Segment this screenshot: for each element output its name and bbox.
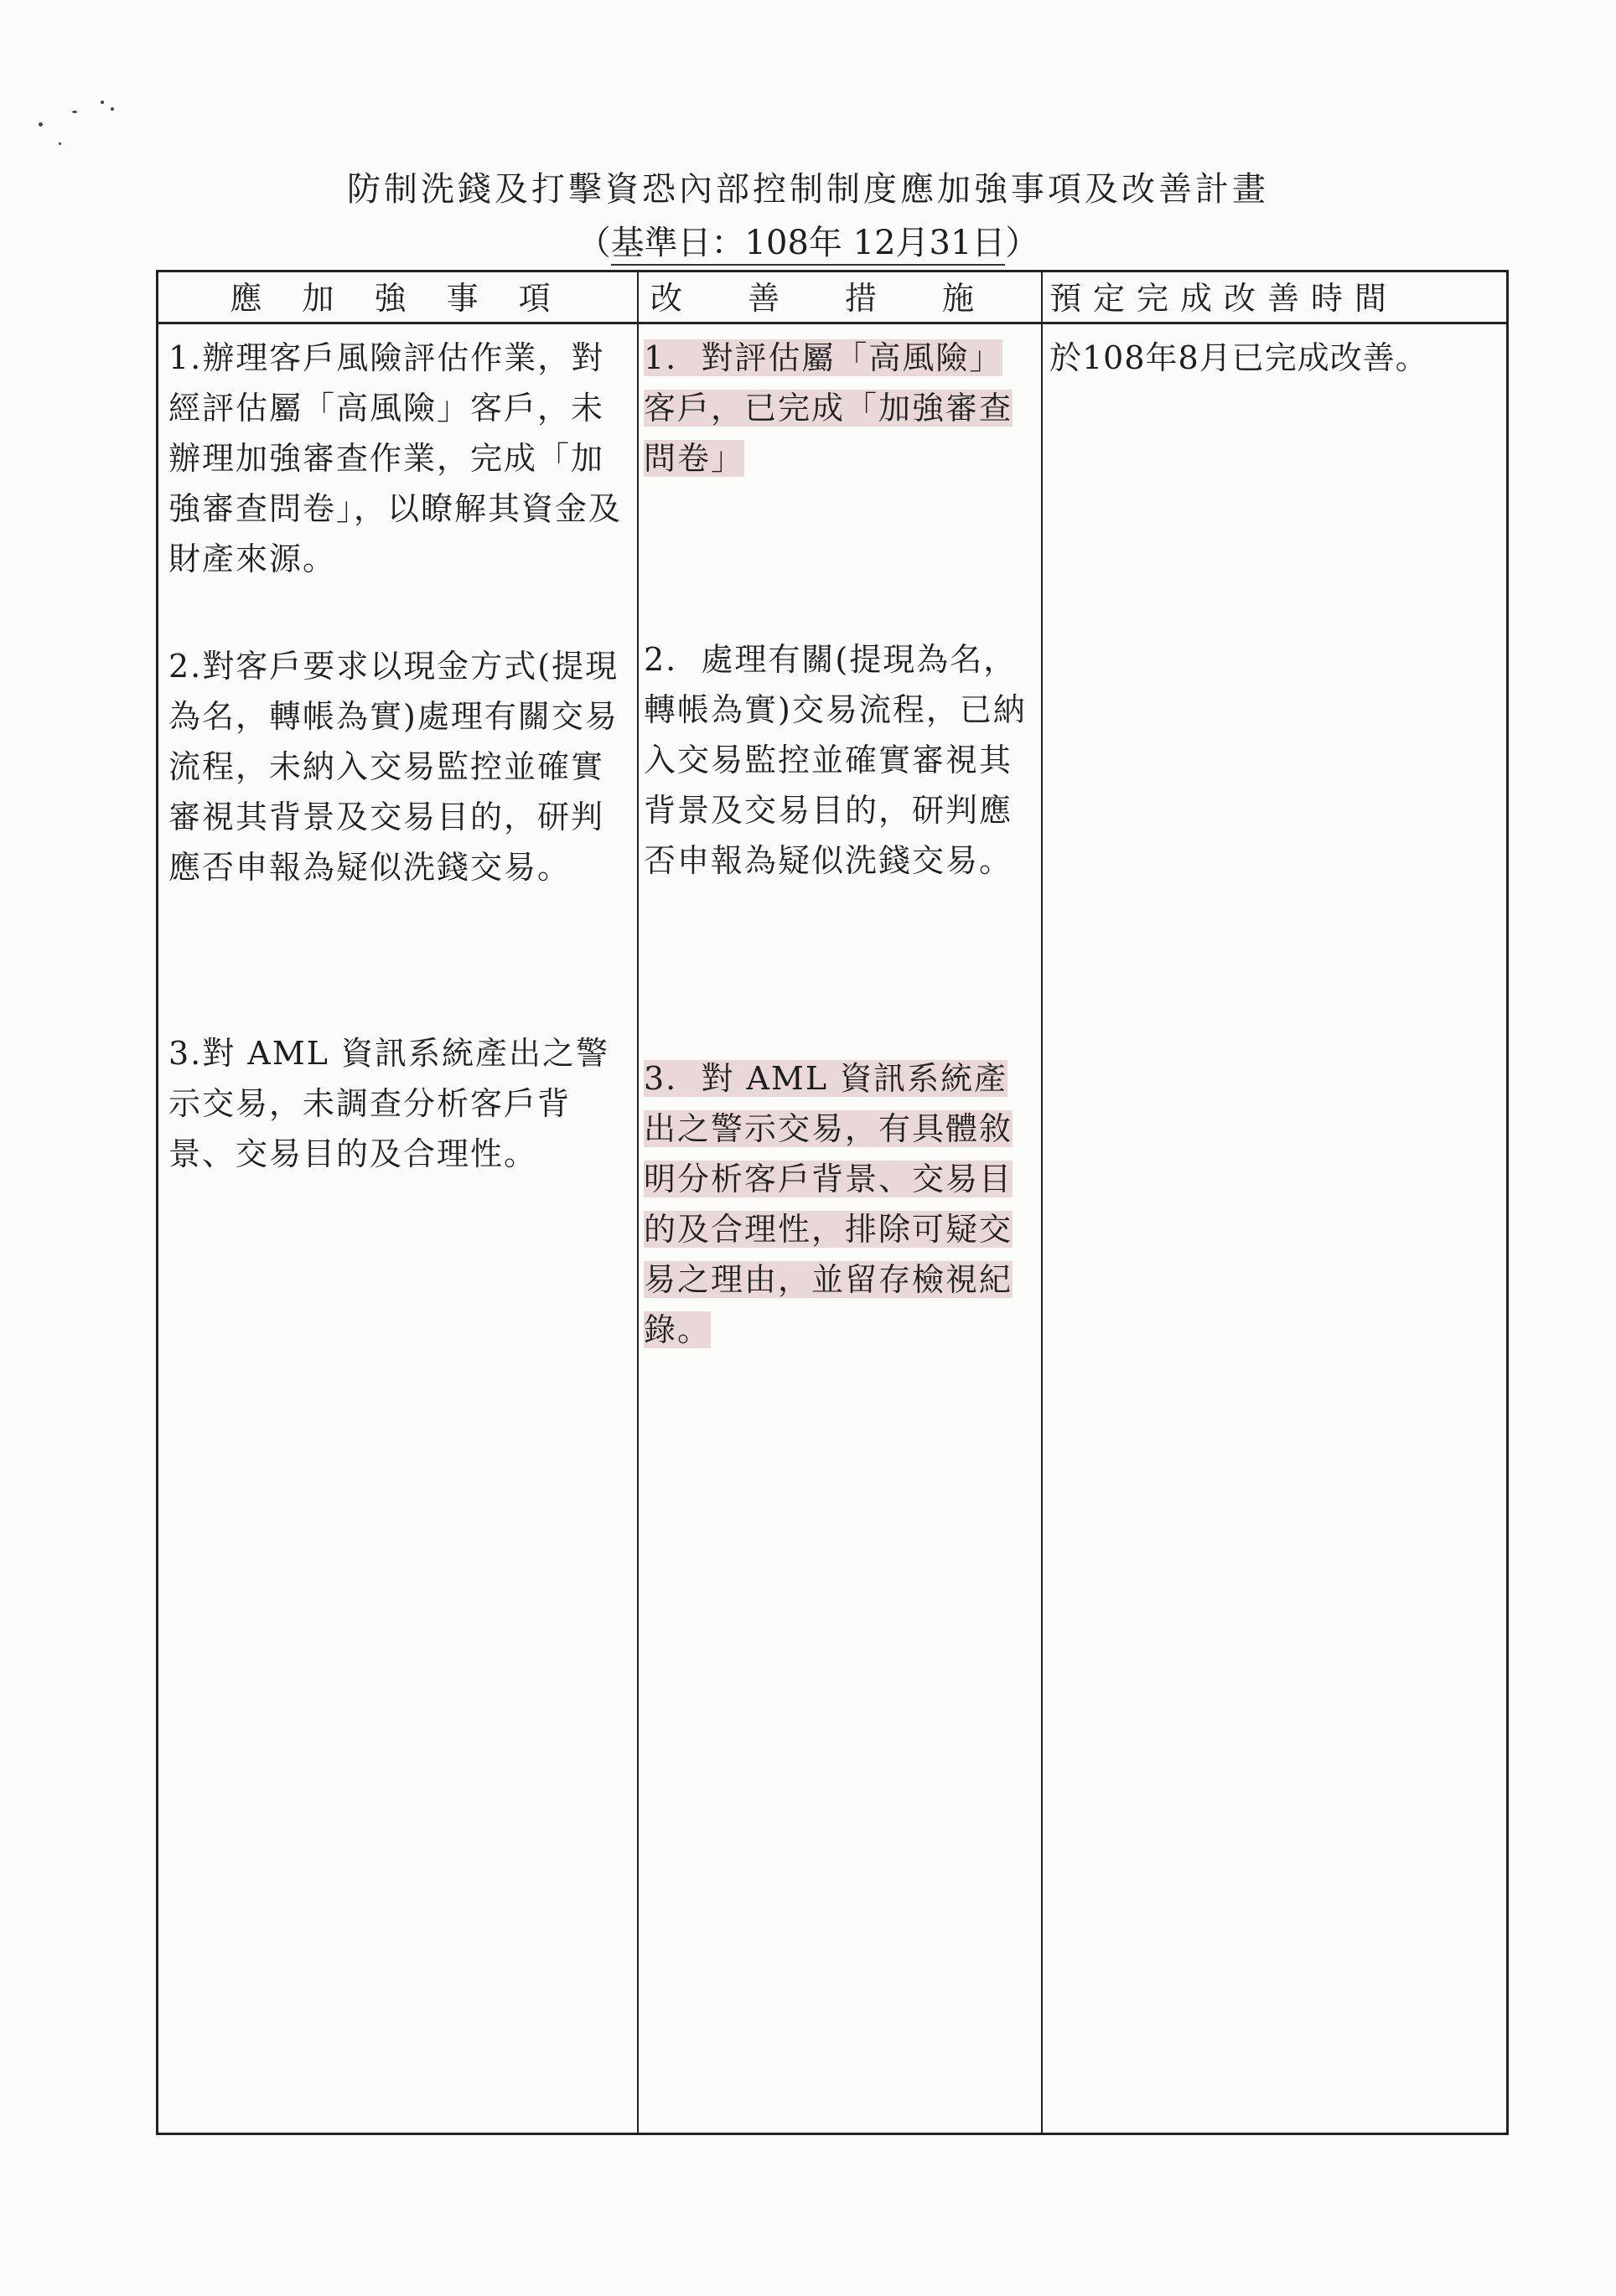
issue-item-3: 3.對 AML 資訊系統產出之警示交易，未調查分析客戶背景、交易目的及合理性。 <box>168 1035 610 1172</box>
scan-speck <box>72 111 77 113</box>
issue-item-1: 1.辦理客戶風險評估作業，對經評估屬「高風險」客戶，未辦理加強審查作業，完成「加強審查問卷」，以瞭解其資金及財產來源。 <box>168 339 623 577</box>
document-title: 防制洗錢及打擊資恐內部控制制度應加強事項及改善計畫 <box>347 170 1269 209</box>
completion-column <box>1043 324 1506 2133</box>
header-issues: 應 加 強 事 項 <box>230 280 566 317</box>
measure-text-1: 1. 對評估屬「高風險」客戶，已完成「加強審查問卷」 <box>644 339 1013 477</box>
base-date-text: 基準日：108年 12月31日 <box>611 224 1006 266</box>
issues-column <box>158 324 637 2133</box>
measure-item-2: 2. 處理有關(提現為名，轉帳為實)交易流程，已納入交易監控並確實審視其背景及交易目的，研判應否申報為疑似洗錢交易。 <box>644 641 1027 879</box>
scan-speck <box>111 107 114 111</box>
scan-speck <box>39 122 43 127</box>
scan-speck <box>101 101 104 104</box>
base-date <box>0 220 1616 266</box>
base-date-close: ） <box>1005 224 1039 262</box>
header-completion-time: 預定完成改善時間 <box>1049 280 1399 317</box>
measure-item-1 <box>644 333 1034 484</box>
completion-item-1: 於108年8月已完成改善。 <box>1049 339 1428 376</box>
measures-column <box>639 324 1041 2133</box>
base-date-open: （ <box>577 224 611 262</box>
scan-speck <box>59 142 61 145</box>
measure-item-3 <box>644 1053 1034 1355</box>
header-measures: 改 善 措 施 <box>650 280 992 317</box>
improvement-plan-table <box>156 270 1509 2135</box>
issue-item-2: 2.對客戶要求以現金方式(提現為名，轉帳為實)處理有關交易流程，未納入交易監控並確實審視其背景及交易目的，研判應否申報為疑似洗錢交易。 <box>168 648 619 886</box>
table-header-row <box>158 272 1506 324</box>
measure-text-3: 3. 對 AML 資訊系統產出之警示交易，有具體敘明分析客戶背景、交易目的及合理性，排除可疑交易之理由，並留存檢視紀錄。 <box>644 1060 1013 1348</box>
